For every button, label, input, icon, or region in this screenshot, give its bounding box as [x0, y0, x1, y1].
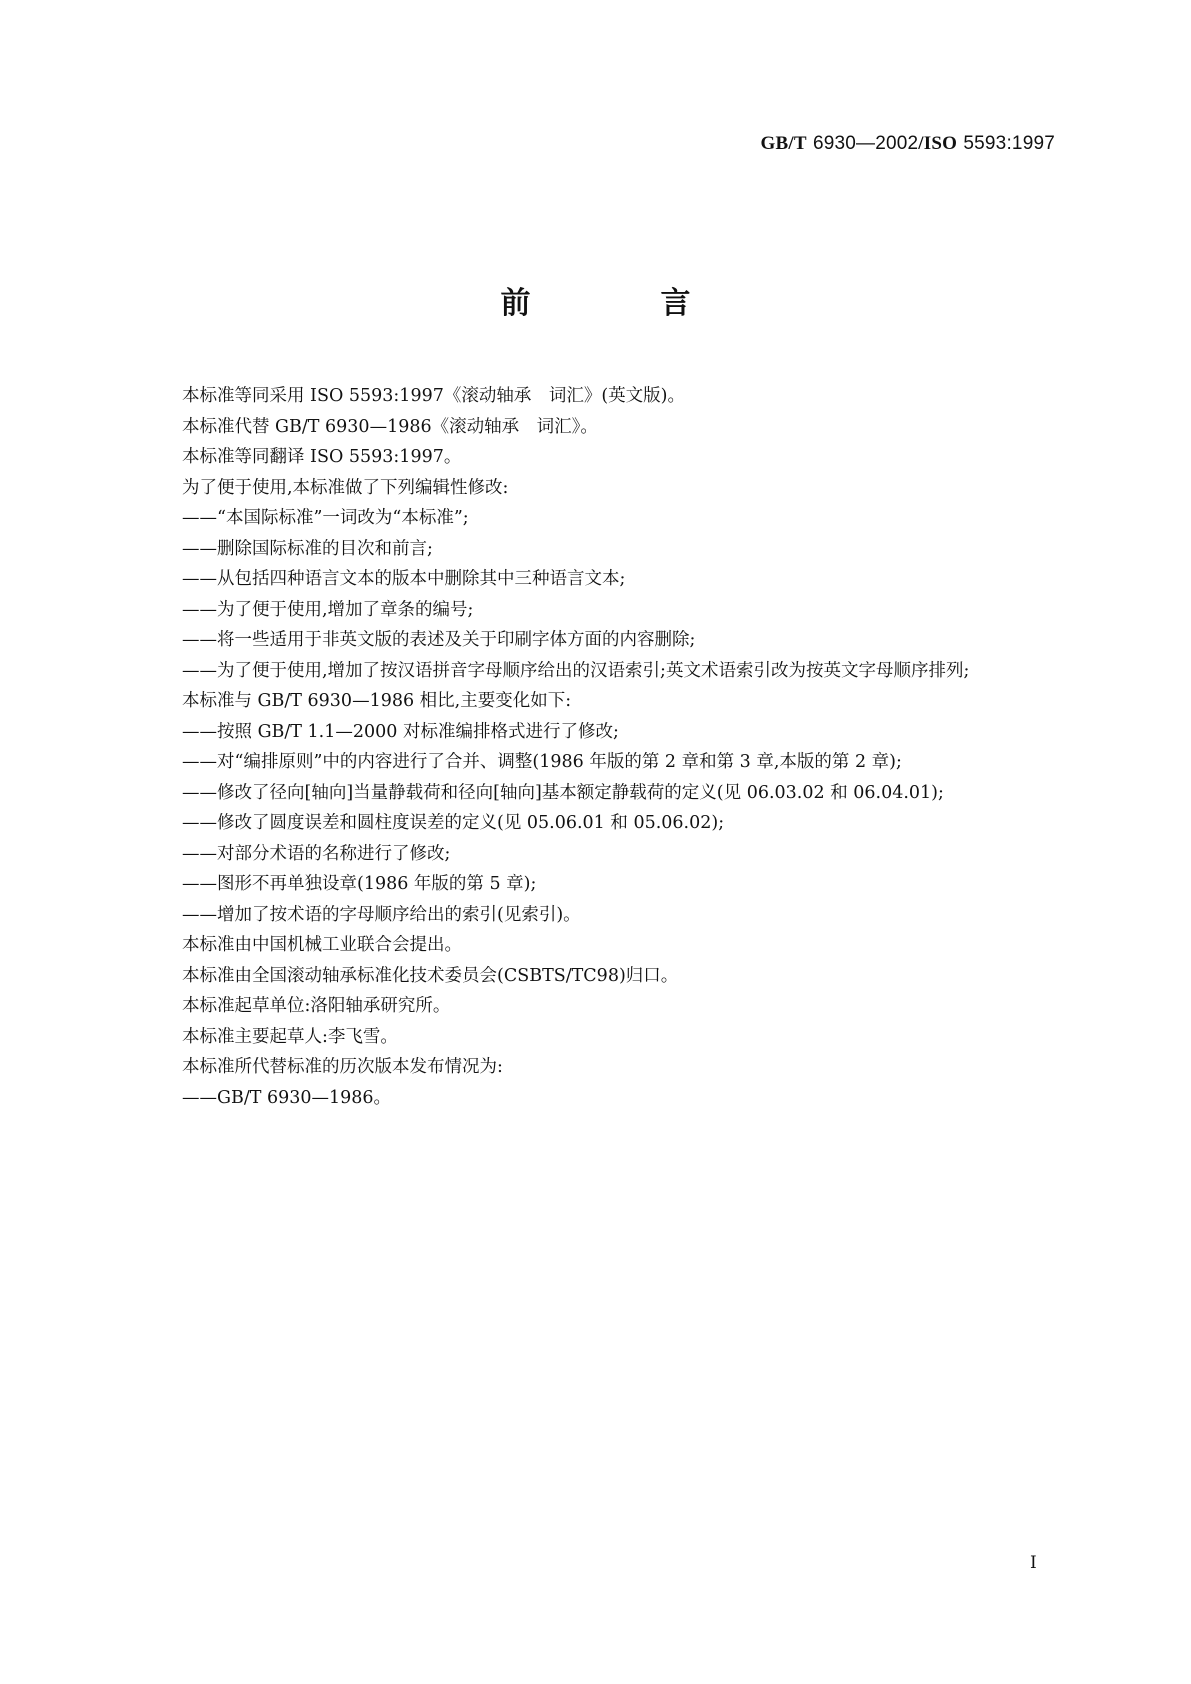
standard-number-header	[760, 132, 1055, 155]
paragraph: 本标准代替 GB/T 6930—1986《滚动轴承 词汇》。	[182, 416, 598, 437]
header-iso-prefix: ISO	[923, 133, 958, 154]
list-item: ——增加了按术语的字母顺序给出的索引(见索引)。	[182, 904, 581, 925]
list-item: ——修改了圆度误差和圆柱度误差的定义(见 05.06.01 和 05.06.02);	[182, 813, 725, 833]
list-item: ——从包括四种语言文本的版本中删除其中三种语言文本;	[182, 569, 626, 589]
list-item: ——按照 GB/T 1.1—2000 对标准编排格式进行了修改;	[182, 721, 619, 742]
list-item: ——GB/T 6930—1986。	[182, 1087, 392, 1108]
paragraph: 本标准由中国机械工业联合会提出。	[182, 935, 462, 955]
list-item: ——对“编排原则”中的内容进行了合并、调整(1986 年版的第 2 章和第 3 章,本版的第 2 章);	[182, 752, 902, 772]
paragraph: 本标准起草单位:洛阳轴承研究所。	[182, 996, 451, 1016]
header-number: 6930—2002	[812, 133, 919, 154]
paragraph: 本标准等同翻译 ISO 5593:1997。	[182, 447, 462, 467]
paragraph: 本标准由全国滚动轴承标准化技术委员会(CSBTS/TC98)归口。	[182, 965, 679, 986]
list-item: ——对部分术语的名称进行了修改;	[182, 843, 451, 864]
list-item: ——将一些适用于非英文版的表述及关于印刷字体方面的内容删除;	[182, 630, 696, 650]
paragraph: 本标准等同采用 ISO 5593:1997《滚动轴承 词汇》(英文版)。	[182, 386, 685, 406]
list-item: ——修改了径向[轴向]当量静载荷和径向[轴向]基本额定静载荷的定义(见 06.03.02 和 06.04.01);	[182, 782, 944, 803]
page-number: I	[1030, 1553, 1037, 1573]
paragraph: 为了便于使用,本标准做了下列编辑性修改:	[182, 477, 509, 498]
paragraph: 本标准与 GB/T 6930—1986 相比,主要变化如下:	[182, 691, 572, 711]
paragraph: 本标准主要起草人:李飞雪。	[182, 1026, 398, 1047]
list-item: ——为了便于使用,增加了按汉语拼音字母顺序给出的汉语索引;英文术语索引改为按英文字母顺序排列;	[182, 660, 970, 681]
header-prefix: GB/T	[760, 133, 807, 154]
header-slash: /	[918, 133, 924, 154]
list-item: ——删除国际标准的目次和前言;	[182, 538, 433, 559]
page-title: 前 言	[500, 286, 741, 321]
list-item: ——“本国际标准”一词改为“本标准”;	[182, 508, 469, 528]
paragraph: 本标准所代替标准的历次版本发布情况为:	[182, 1057, 503, 1077]
list-item: ——图形不再单独设章(1986 年版的第 5 章);	[182, 874, 537, 894]
list-item: ——为了便于使用,增加了章条的编号;	[182, 599, 474, 620]
header-iso-number: 5593:1997	[963, 133, 1055, 154]
foreword-body	[140, 381, 1060, 1113]
